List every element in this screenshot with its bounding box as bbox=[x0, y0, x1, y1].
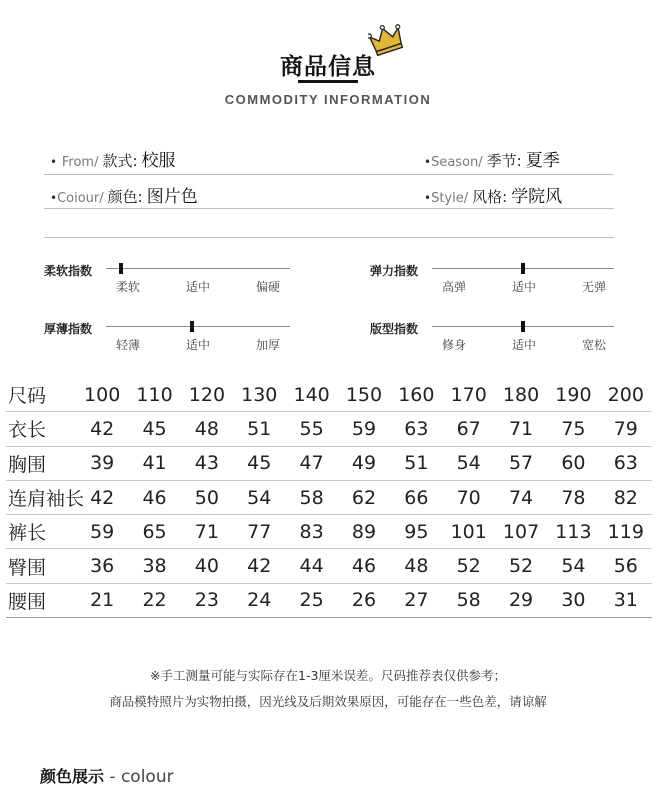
color-section-title bbox=[40, 764, 174, 787]
size-cell: 67 bbox=[443, 412, 495, 446]
size-cell: 119 bbox=[600, 515, 652, 549]
info-en-label: Coiour/ bbox=[57, 191, 104, 206]
size-header-row bbox=[6, 378, 652, 412]
size-cell: 30 bbox=[547, 583, 599, 617]
size-cell: 180 bbox=[495, 378, 547, 412]
size-cell: 56 bbox=[600, 549, 652, 583]
size-cell: 22 bbox=[128, 583, 180, 617]
size-cell: 52 bbox=[443, 549, 495, 583]
index-marker bbox=[521, 263, 525, 274]
size-cell: 95 bbox=[390, 515, 442, 549]
size-cell: 62 bbox=[338, 480, 390, 514]
size-cell: 38 bbox=[128, 549, 180, 583]
size-cell: 59 bbox=[76, 515, 128, 549]
size-cell: 42 bbox=[233, 549, 285, 583]
title-underline bbox=[298, 80, 358, 83]
size-cell: 78 bbox=[547, 480, 599, 514]
size-cell: 60 bbox=[547, 446, 599, 480]
size-cell: 46 bbox=[338, 549, 390, 583]
size-cell: 54 bbox=[233, 480, 285, 514]
size-cell: 63 bbox=[600, 446, 652, 480]
size-cell: 42 bbox=[76, 480, 128, 514]
info-value: 夏季 bbox=[525, 151, 560, 171]
size-cell: 43 bbox=[181, 446, 233, 480]
size-cell: 25 bbox=[285, 583, 337, 617]
index-option: 加厚 bbox=[256, 338, 281, 352]
size-cell: 71 bbox=[495, 412, 547, 446]
index-marker bbox=[190, 321, 194, 332]
size-cell: 130 bbox=[233, 378, 285, 412]
info-season bbox=[424, 146, 560, 171]
index-option: 无弹 bbox=[582, 280, 607, 294]
size-cell: 41 bbox=[128, 446, 180, 480]
size-cell: 48 bbox=[390, 549, 442, 583]
size-cell: 59 bbox=[338, 412, 390, 446]
size-cell: 65 bbox=[128, 515, 180, 549]
size-row bbox=[6, 583, 652, 617]
size-cell: 54 bbox=[547, 549, 599, 583]
bullet-icon: • bbox=[424, 191, 432, 205]
index-option: 适中 bbox=[512, 280, 537, 294]
row-label: 裤长 bbox=[6, 515, 76, 549]
size-cell: 50 bbox=[181, 480, 233, 514]
color-section-subtitle: - colour bbox=[104, 767, 174, 787]
size-row bbox=[6, 446, 652, 480]
size-cell: 26 bbox=[338, 583, 390, 617]
color-difference-note: 商品模特照片为实物拍摄，因光线及后期效果原因，可能存在一些色差，请谅解 bbox=[109, 694, 547, 709]
divider bbox=[44, 174, 614, 175]
size-cell: 113 bbox=[547, 515, 599, 549]
index-marker bbox=[521, 321, 525, 332]
info-en-label: Style/ bbox=[431, 191, 469, 206]
index-label: 版型指数 bbox=[370, 322, 419, 336]
index-track bbox=[106, 268, 290, 269]
size-cell: 36 bbox=[76, 549, 128, 583]
size-cell: 46 bbox=[128, 480, 180, 514]
size-cell: 71 bbox=[181, 515, 233, 549]
size-cell: 57 bbox=[495, 446, 547, 480]
page-title: 商品信息 bbox=[280, 54, 376, 80]
size-cell: 140 bbox=[285, 378, 337, 412]
size-cell: 101 bbox=[443, 515, 495, 549]
info-cn-label: 季节: bbox=[486, 152, 522, 170]
size-cell: 39 bbox=[76, 446, 128, 480]
row-label: 连肩袖长 bbox=[6, 480, 76, 514]
size-cell: 54 bbox=[443, 446, 495, 480]
size-cell: 190 bbox=[547, 378, 599, 412]
info-fashion bbox=[424, 182, 562, 207]
index-option: 适中 bbox=[186, 280, 211, 294]
index-option: 宽松 bbox=[582, 338, 607, 352]
size-cell: 58 bbox=[443, 583, 495, 617]
info-color bbox=[50, 182, 198, 207]
size-cell: 120 bbox=[181, 378, 233, 412]
size-cell: 74 bbox=[495, 480, 547, 514]
size-cell: 24 bbox=[233, 583, 285, 617]
info-en-label: Season/ bbox=[431, 155, 483, 170]
row-label: 臀围 bbox=[6, 549, 76, 583]
page-subtitle: COMMODITY INFORMATION bbox=[224, 92, 432, 107]
size-cell: 21 bbox=[76, 583, 128, 617]
index-marker bbox=[119, 263, 123, 274]
size-cell: 55 bbox=[285, 412, 337, 446]
info-value: 图片色 bbox=[146, 187, 198, 207]
size-cell: 63 bbox=[390, 412, 442, 446]
size-cell: 75 bbox=[547, 412, 599, 446]
size-cell: 52 bbox=[495, 549, 547, 583]
index-label: 弹力指数 bbox=[370, 264, 419, 278]
size-row bbox=[6, 480, 652, 514]
size-cell: 83 bbox=[285, 515, 337, 549]
bullet-icon: • bbox=[424, 155, 432, 169]
index-option: 偏硬 bbox=[256, 280, 281, 294]
size-cell: 200 bbox=[600, 378, 652, 412]
index-option: 高弹 bbox=[442, 280, 467, 294]
index-label: 柔软指数 bbox=[44, 264, 93, 278]
size-cell: 29 bbox=[495, 583, 547, 617]
row-label: 腰围 bbox=[6, 583, 76, 617]
size-cell: 110 bbox=[128, 378, 180, 412]
size-cell: 27 bbox=[390, 583, 442, 617]
size-cell: 79 bbox=[600, 412, 652, 446]
divider bbox=[44, 237, 614, 238]
size-cell: 150 bbox=[338, 378, 390, 412]
size-cell: 40 bbox=[181, 549, 233, 583]
size-cell: 89 bbox=[338, 515, 390, 549]
size-cell: 107 bbox=[495, 515, 547, 549]
info-cn-label: 风格: bbox=[472, 188, 508, 206]
row-label: 尺码 bbox=[6, 378, 76, 412]
size-row bbox=[6, 412, 652, 446]
info-cn-label: 颜色: bbox=[107, 188, 143, 206]
info-style bbox=[50, 146, 176, 171]
size-cell: 51 bbox=[233, 412, 285, 446]
row-label: 衣长 bbox=[6, 412, 76, 446]
measurement-note: ※手工测量可能与实际存在1-3厘米误差。尺码推荐表仅供参考； bbox=[150, 668, 506, 683]
size-cell: 77 bbox=[233, 515, 285, 549]
index-option: 修身 bbox=[442, 338, 467, 352]
size-cell: 70 bbox=[443, 480, 495, 514]
size-cell: 49 bbox=[338, 446, 390, 480]
divider bbox=[44, 208, 614, 209]
size-cell: 170 bbox=[443, 378, 495, 412]
index-option: 适中 bbox=[186, 338, 211, 352]
row-label: 胸围 bbox=[6, 446, 76, 480]
bullet-icon: • bbox=[50, 191, 58, 205]
index-option: 柔软 bbox=[116, 280, 141, 294]
bullet-icon: • bbox=[50, 155, 58, 169]
size-cell: 58 bbox=[285, 480, 337, 514]
size-cell: 160 bbox=[390, 378, 442, 412]
color-section-label: 颜色展示 bbox=[40, 767, 105, 786]
index-track bbox=[106, 326, 290, 327]
crown-icon bbox=[368, 22, 404, 56]
info-value: 校服 bbox=[141, 151, 176, 171]
index-label: 厚薄指数 bbox=[44, 322, 93, 336]
size-cell: 66 bbox=[390, 480, 442, 514]
size-cell: 51 bbox=[390, 446, 442, 480]
size-table bbox=[6, 378, 652, 618]
size-cell: 47 bbox=[285, 446, 337, 480]
size-cell: 45 bbox=[233, 446, 285, 480]
index-option: 轻薄 bbox=[116, 338, 141, 352]
size-cell: 44 bbox=[285, 549, 337, 583]
size-cell: 45 bbox=[128, 412, 180, 446]
size-cell: 100 bbox=[76, 378, 128, 412]
size-cell: 48 bbox=[181, 412, 233, 446]
size-cell: 23 bbox=[181, 583, 233, 617]
size-row bbox=[6, 549, 652, 583]
size-cell: 31 bbox=[600, 583, 652, 617]
size-row bbox=[6, 515, 652, 549]
info-value: 学院风 bbox=[511, 187, 563, 207]
info-en-label: From/ bbox=[61, 155, 99, 170]
size-cell: 82 bbox=[600, 480, 652, 514]
index-option: 适中 bbox=[512, 338, 537, 352]
info-cn-label: 款式: bbox=[102, 152, 138, 170]
size-cell: 42 bbox=[76, 412, 128, 446]
